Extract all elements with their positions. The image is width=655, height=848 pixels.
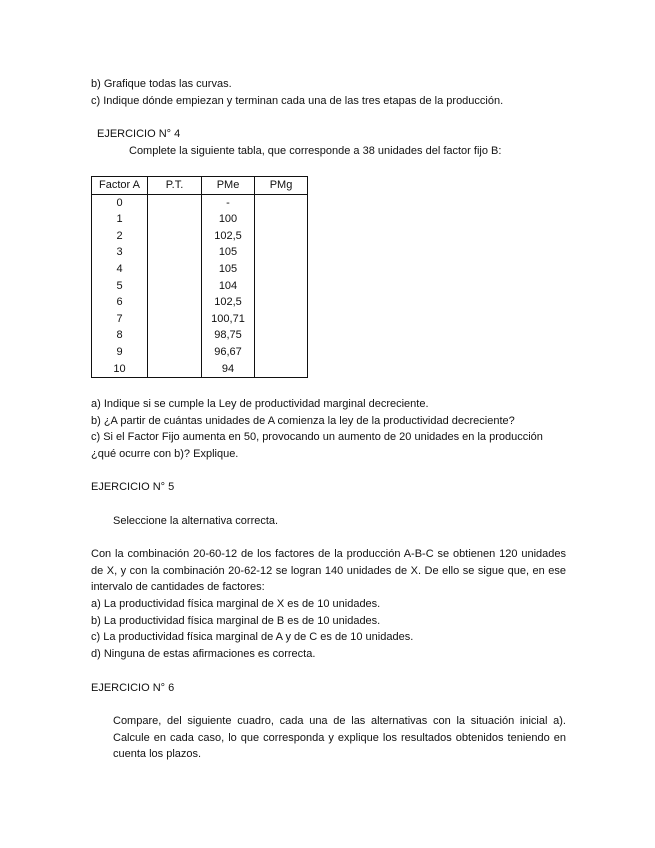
question-line: c) Indique dónde empiezan y terminan cada una de las tres etapas de la producción. xyxy=(91,94,504,107)
table-row xyxy=(92,294,308,311)
cell-pme: 105 xyxy=(202,244,255,261)
header-pt: P.T. xyxy=(148,177,202,195)
cell-pt xyxy=(148,211,202,228)
cell-pt xyxy=(148,244,202,261)
cell-pmg xyxy=(255,244,308,261)
paragraph-text: Compare, del siguiente cuadro, cada una de las alternativas con la situación inicial a). Calcule en cada caso, lo que corresponda y explique los resultados obtenidos teniendo en cuenta los plazos. xyxy=(113,715,566,761)
cell-pmg xyxy=(255,311,308,328)
exercise-4-questions xyxy=(91,396,566,462)
table-row xyxy=(92,361,308,378)
cell-pmg xyxy=(255,211,308,228)
header-pmg: PMg xyxy=(255,177,308,195)
cell-pme: 94 xyxy=(202,361,255,378)
question-line: ¿qué ocurre con b)? Explique. xyxy=(91,447,239,460)
table-row xyxy=(92,344,308,361)
intro-questions xyxy=(91,76,566,109)
cell-pme: 100 xyxy=(202,211,255,228)
cell-pt xyxy=(148,311,202,328)
exercise-4-instruction: Complete la siguiente tabla, que corresponde a 38 unidades del factor fijo B: xyxy=(129,145,502,157)
cell-pme: - xyxy=(202,194,255,211)
question-line: b) Grafique todas las curvas. xyxy=(91,78,232,90)
cell-factor-a: 1 xyxy=(92,211,148,228)
question-line: b) ¿A partir de cuántas unidades de A comienza la ley de la productividad decreciente? xyxy=(91,414,515,427)
exercise-5-title: EJERCICIO N° 5 xyxy=(91,481,175,493)
header-pme: PMe xyxy=(202,177,255,195)
table-row xyxy=(92,194,308,211)
cell-factor-a: 5 xyxy=(92,278,148,295)
cell-pmg xyxy=(255,261,308,278)
cell-factor-a: 9 xyxy=(92,344,148,361)
cell-pt xyxy=(148,344,202,361)
table-row xyxy=(92,211,308,228)
table-row xyxy=(92,228,308,245)
table-row xyxy=(92,311,308,328)
paragraph-text: Con la combinación 20-60-12 de los factores de la producción A-B-C se obtienen 120 unidades de X, y con la combinación 20-62-12 se logran 140 unidades de X. De ello se sigue que, en ese intervalo de cantidades de factores: xyxy=(91,548,566,594)
option-item: a) La productividad física marginal de X es de 10 unidades. xyxy=(91,598,381,610)
cell-pt xyxy=(148,194,202,211)
cell-pmg xyxy=(255,228,308,245)
cell-pme: 98,75 xyxy=(202,327,255,344)
exercise-6-title: EJERCICIO N° 6 xyxy=(91,682,175,694)
cell-factor-a: 3 xyxy=(92,244,148,261)
cell-pt xyxy=(148,261,202,278)
cell-pt xyxy=(148,278,202,295)
cell-pmg xyxy=(255,344,308,361)
exercise-4-title: EJERCICIO N° 4 xyxy=(97,128,181,140)
option-item: c) La productividad física marginal de A y de C es de 10 unidades. xyxy=(91,631,414,644)
question-line: c) Si el Factor Fijo aumenta en 50, provocando un aumento de 20 unidades en la producción xyxy=(91,431,543,444)
table-row xyxy=(92,278,308,295)
cell-factor-a: 4 xyxy=(92,261,148,278)
cell-pt xyxy=(148,327,202,344)
cell-pt xyxy=(148,361,202,378)
option-item: b) La productividad física marginal de B es de 10 unidades. xyxy=(91,614,381,627)
cell-factor-a: 2 xyxy=(92,228,148,245)
cell-pmg xyxy=(255,327,308,344)
exercise-5-instruction: Seleccione la alternativa correcta. xyxy=(113,515,279,527)
cell-pme: 104 xyxy=(202,278,255,295)
exercise-5-options xyxy=(91,596,566,662)
cell-pmg xyxy=(255,294,308,311)
header-factor-a: Factor A xyxy=(92,177,148,195)
cell-factor-a: 8 xyxy=(92,327,148,344)
table-row xyxy=(92,327,308,344)
cell-pmg xyxy=(255,361,308,378)
cell-factor-a: 7 xyxy=(92,311,148,328)
cell-pme: 102,5 xyxy=(202,228,255,245)
option-item: d) Ninguna de estas afirmaciones es correcta. xyxy=(91,647,316,660)
table-row xyxy=(92,244,308,261)
cell-pmg xyxy=(255,194,308,211)
cell-factor-a: 10 xyxy=(92,361,148,378)
cell-pt xyxy=(148,228,202,245)
cell-pme: 100,71 xyxy=(202,311,255,328)
exercise-5-paragraph xyxy=(91,546,566,596)
cell-pme: 105 xyxy=(202,261,255,278)
cell-factor-a: 6 xyxy=(92,294,148,311)
cell-pme: 96,67 xyxy=(202,344,255,361)
exercise-6-paragraph xyxy=(91,713,566,763)
table-row xyxy=(92,261,308,278)
cell-pt xyxy=(148,294,202,311)
cell-factor-a: 0 xyxy=(92,194,148,211)
production-table xyxy=(91,176,308,378)
cell-pmg xyxy=(255,278,308,295)
table-header-row xyxy=(92,177,308,195)
question-line: a) Indique si se cumple la Ley de productividad marginal decreciente. xyxy=(91,398,429,410)
cell-pme: 102,5 xyxy=(202,294,255,311)
